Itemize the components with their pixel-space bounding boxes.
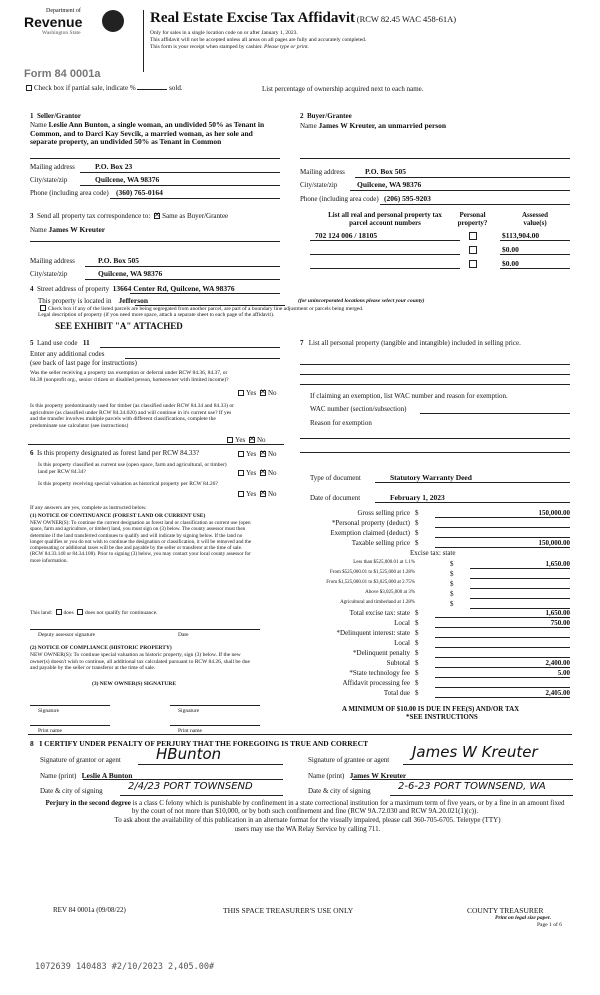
tax-row-tier1: [300, 560, 570, 569]
section3-name: Name James W Kreuter: [30, 225, 106, 234]
tax-row-exemption: [300, 529, 570, 538]
parcels-header-3: Assessed value(s): [521, 211, 549, 227]
header-divider: [143, 10, 144, 72]
tax-label: *Delinquent penalty: [353, 649, 410, 657]
dollar-sign: $: [415, 689, 419, 697]
tax-row-total-excise: [300, 609, 570, 618]
seller-mail-label: Mailing address: [30, 163, 75, 171]
buyer-name: Name James W Kreuter, an unmarried person: [300, 121, 447, 130]
deputy-signature: Deputy assessor signature: [38, 632, 96, 638]
owner-print-label-2: Print name: [178, 728, 202, 734]
grantor-signature-label: Signature of grantor or agent: [40, 756, 121, 764]
section4-located: This property is located in Jefferson: [38, 296, 149, 305]
grantee-date: 2-6-23 PORT TOWNSEND, WA: [398, 781, 546, 792]
buyer-heading: 2 Buyer/Grantee: [300, 112, 352, 120]
tax-amount[interactable]: [435, 519, 570, 528]
grantee-name-row: Name (print) James W Kreuter: [308, 771, 407, 780]
dollar-sign: $: [415, 649, 419, 657]
segregated-check: Check box if any of the listed parcels are being segregated from another parcel, are part of a boundary line adjustment or parcels being merged.: [38, 305, 363, 313]
tax-row-tier4: [300, 590, 570, 599]
q2-yes-checkbox[interactable]: [227, 437, 233, 443]
dor-logo: [24, 8, 124, 48]
grantee-signature: James W Kreuter: [412, 743, 538, 761]
additional-codes: Enter any additional codes: [30, 350, 105, 358]
tax-amount[interactable]: 5.00: [435, 669, 570, 678]
personal-property-checkbox[interactable]: [469, 260, 477, 268]
tax-label: Local: [394, 639, 410, 647]
logo-name: Revenue: [24, 14, 83, 30]
dollar-sign: $: [415, 659, 419, 667]
section4-street: 4 Street address of property 13664 Center Rd, Quilcene, WA 98376: [30, 284, 235, 293]
section6-q3: Is this property receiving special valuation as historical property per RCW 84.26?: [38, 481, 218, 487]
legal-paper: Print on legal size paper.: [495, 915, 552, 921]
tax-row-local: [300, 619, 570, 628]
buyer-phone-label: Phone (including area code): [300, 195, 379, 203]
notice1-title: (1) NOTICE OF CONTINUANCE (FOREST LAND OR CURRENT USE): [30, 513, 206, 519]
grantor-date-label: Date & city of signing: [40, 787, 103, 795]
buyer-city: Quilcene, WA 98376: [357, 180, 422, 189]
wac-number: WAC number (section/subsection): [310, 405, 407, 413]
tax-amount[interactable]: 2,405.00: [435, 689, 570, 698]
does-checkbox[interactable]: [56, 609, 62, 615]
tax-row-gross: [300, 509, 570, 518]
dollar-sign: $: [415, 609, 419, 617]
section3-correspondence: 3 Send all property tax correspondence to: ✕ Same as Buyer/Grantee: [30, 212, 228, 220]
section3-mail: P.O. Box 505: [98, 256, 139, 265]
tax-label: Total excise tax: state: [349, 609, 410, 617]
notice1-body: NEW OWNER(S): To continue the current designation as forest land or classification as current use (open space, farm and agriculture, or timber) land, you must sign on (3) below. The county assessor must then determine if the land transferred continues to qualify and will indicate by signing below. If the land no longer qualifies or you do not wish to continue the designation or classification, it will be removed and the compensating or additional taxes will be due and payable by the seller or transferor at the time of sale. (RCW 84.33.140 or 84.34.108). Prior to signing (3) below, you may contact your local county assessor for more information.: [30, 520, 252, 564]
exemption-reason: Reason for exemption: [310, 419, 372, 427]
owner-signature-label-2: Signature: [178, 708, 200, 714]
dollar-sign: $: [415, 539, 419, 547]
tax-amount[interactable]: [470, 570, 570, 579]
section5-q2: Is this property predominantly used for timber (as classified under RCW 84.34 and 84.33) or agriculture (as classified under RCW 84.34.020) and will continue in it's current use? If yes and the transfer involves multiple parcels with different classifications, complete the predominate use calculator (see instructions): [30, 403, 234, 429]
tax-amount[interactable]: [435, 639, 570, 648]
tax-label: From $1,525,000.01 to $3,025,000 at 2.75%: [326, 580, 415, 585]
tax-row-subtotal: [300, 659, 570, 668]
section5-land-use: 5 Land use code 11: [30, 338, 90, 347]
certify-statement: 8 I CERTIFY UNDER PENALTY OF PERJURY THAT THE FOREGOING IS TRUE AND CORRECT: [30, 739, 369, 748]
partial-sale-checkbox[interactable]: [26, 85, 32, 91]
form-number: Form 84 0001a: [24, 68, 101, 80]
tax-row-delinq-state: [300, 629, 570, 638]
tax-row-affidavit-fee: [300, 679, 570, 688]
county-treasurer: COUNTY TREASURER: [467, 906, 544, 915]
rev-number: REV 84 0001a (09/08/22): [53, 906, 126, 914]
tax-amount[interactable]: 750.00: [435, 619, 570, 628]
tax-amount[interactable]: 1,650.00: [435, 609, 570, 618]
segregated-checkbox[interactable]: [40, 305, 46, 311]
seller-name: Name Leslie Ann Bunton, a single woman, an undivided 50% as Tenant in Common, and to Darci Kay Sevcik, a married woman, as her sole and separate property, an undivided 50% as Tenant in Common: [30, 120, 265, 146]
dollar-sign: $: [415, 639, 419, 647]
notice2-title: (2) NOTICE OF COMPLIANCE (HISTORIC PROPERTY): [30, 645, 172, 651]
exemption-claim: If claiming an exemption, list WAC number and reason for exemption.: [310, 392, 508, 400]
tax-amount[interactable]: [435, 529, 570, 538]
section3-city: Quilcene, WA 98376: [98, 269, 163, 278]
tax-label: Total due: [383, 689, 410, 697]
dollar-sign: $: [415, 509, 419, 517]
grantor-date: 2/4/23 PORT TOWNSEND: [128, 781, 253, 792]
list-percentage-note: List percentage of ownership acquired next to each name.: [262, 85, 424, 93]
personal-property-checkbox[interactable]: [469, 246, 477, 254]
tax-label: Affidavit processing fee: [342, 679, 410, 687]
tax-label: From $525,000.01 to $1,525,000 at 1.28%: [330, 570, 415, 575]
notice2-body: NEW OWNER(S): To continue special valuation as historic property, sign (3) below. If the new owner(s) doesn't wish to continue, all additional tax calculated pursuant to RCW 84.26, shall be due and payable by the seller or transferor at the time of sale.: [30, 652, 250, 672]
tax-row-total-due: [300, 689, 570, 698]
seller-mail: P.O. Box 23: [95, 162, 133, 171]
tax-amount[interactable]: [470, 590, 570, 599]
seller-phone-label: Phone (including area code): [30, 189, 109, 197]
seller-phone: (360) 765-0164: [116, 188, 163, 197]
dollar-sign: $: [415, 519, 419, 527]
header-note-2: This affidavit will not be accepted unless all areas on all pages are fully and accurately completed.: [150, 37, 367, 43]
parcels-header-2: Personal property?: [457, 211, 488, 227]
tax-label: *Personal property (deduct): [331, 519, 410, 527]
s6q3-yes-no: Yes ✕ No: [236, 490, 277, 498]
q1-yes-no: Yes ✕ No: [236, 389, 277, 397]
minimum-due: A MINIMUM OF $10.00 IS DUE IN FEE(S) AND/OR TAX: [342, 705, 520, 713]
alternate-format: To ask about the availability of this publication in an alternate format for the visually impaired, please call 360-705-6705. Teletype (TTY) users may use the WA Relay Service by calling 711.: [114, 816, 501, 833]
q1-yes-checkbox[interactable]: [238, 390, 244, 396]
dollar-sign: $: [415, 679, 419, 687]
logo-mark-icon: [102, 10, 124, 32]
deputy-date: Date: [178, 632, 189, 638]
tax-amount[interactable]: [435, 649, 570, 658]
doc-type: Statutory Warranty Deed: [390, 473, 472, 482]
grantor-signature: HBunton: [156, 745, 222, 763]
tax-label: Exemption claimed (deduct): [330, 529, 410, 537]
form-title: Real Estate Excise Tax Affidavit (RCW 82.45 WAC 458-61A): [150, 10, 457, 26]
treasurer-use: THIS SPACE TREASURER'S USE ONLY: [223, 906, 354, 915]
dollar-sign: $: [415, 619, 419, 627]
q2-no-checkbox[interactable]: [249, 437, 255, 443]
section3-city-label: City/state/zip: [30, 270, 68, 278]
legal-description-label: Legal description of property (if you need more space, attach a separate sheet to each page of the affidavit).: [38, 312, 275, 318]
section6-q1: 6 Is this property designated as forest land per RCW 84.33?: [30, 449, 200, 457]
grantee-signature-label: Signature of grantee or agent: [308, 756, 390, 764]
tax-label: Agricultural and timberland at 1.28%: [340, 600, 415, 605]
parcel-row: $0.00: [310, 245, 570, 256]
header-note-1: Only for sales in a single location code on or after January 1, 2023.: [150, 30, 298, 36]
s6q3-yes-checkbox[interactable]: [238, 491, 244, 497]
doc-date: February 1, 2023: [390, 493, 445, 502]
s6q3-no-checkbox[interactable]: [260, 491, 266, 497]
grantor-name-row: Name (print) Leslie A Bunton: [40, 771, 133, 780]
doc-date-label: Date of document: [310, 494, 361, 502]
seller-city: Quilcene, WA 98376: [95, 175, 160, 184]
land-qualify: This land: does does not qualify for continuance.: [30, 610, 158, 616]
logo-dept: Department of: [46, 8, 81, 14]
notice3-title: (3) NEW OWNER(S) SIGNATURE: [92, 681, 176, 687]
parcel-row: $0.00: [310, 259, 570, 270]
tax-row-taxable: [300, 539, 570, 548]
tax-amount[interactable]: 1,650.00: [470, 560, 570, 569]
tax-label: *State technology fee: [349, 669, 410, 677]
tax-amount[interactable]: [470, 600, 570, 609]
tax-label: Less than $525,000.01 at 1.1%: [353, 560, 415, 565]
tax-label: Gross selling price: [357, 509, 410, 517]
owner-signature-label: Signature: [38, 708, 60, 714]
excise-tax-state-label: Excise tax: state: [410, 549, 456, 557]
tax-amount[interactable]: [435, 679, 570, 688]
seller-heading: 1 Seller/Grantor: [30, 112, 81, 120]
perjury-notice: Perjury in the second degree is a class C felony which is punishable by confinement in a state correctional institution for a maximum term of five years, or by a fine in an amount fixed by the court of not more than $10,000, or by both such confinement and fine (RCW 9A.72.030 and RCW 9A.20.021(1)(c)).: [45, 799, 565, 816]
dollar-sign: $: [450, 590, 454, 598]
partial-sale-row: Check box if partial sale, indicate % sold.: [24, 84, 183, 92]
owner-print-label: Print name: [38, 728, 62, 734]
tax-label: *Delinquent interest: state: [336, 629, 410, 637]
see-back: (see back of last page for instructions): [30, 359, 137, 367]
tax-row-delinq-local: [300, 639, 570, 648]
section6-q2: Is this property classified as current use (open space, farm and agricultural, or timber) land per RCW 84.34?: [38, 462, 227, 475]
unincorporated-note: (for unincorporated locations please select your county): [298, 298, 425, 304]
dollar-sign: $: [415, 629, 419, 637]
tax-row-tier2: [300, 570, 570, 579]
tax-amount[interactable]: 150,000.00: [435, 509, 570, 518]
seller-city-label: City/state/zip: [30, 176, 68, 184]
tax-label: Local: [394, 619, 410, 627]
dollar-sign: $: [415, 669, 419, 677]
s6q1-yes-no: Yes ✕ No: [236, 450, 277, 458]
buyer-mail-label: Mailing address: [300, 168, 345, 176]
tax-label: Above $3,025,000 at 3%: [365, 590, 415, 595]
if-yes-note: If any answers are yes, complete as instructed below.: [30, 505, 147, 511]
s6q2-no-checkbox[interactable]: [260, 470, 266, 476]
tax-row-personal: [300, 519, 570, 528]
doc-type-label: Type of document: [310, 474, 361, 482]
dollar-sign: $: [450, 570, 454, 578]
does-not-checkbox[interactable]: [77, 609, 83, 615]
logo-state: Washington State: [42, 30, 81, 36]
section5-q1: Was the seller receiving a property tax exemption or deferral under RCW 84.36, 84.37, or 84.38 (nonprofit org., senior citizen or disabled person, homeowner with limited income)?: [30, 370, 229, 383]
same-as-buyer-checkbox[interactable]: [154, 213, 160, 219]
cashier-stamp: 1072639 140483 #2/10/2023 2,405.00#: [35, 962, 215, 972]
q2-yes-no: Yes ✕ No: [225, 436, 266, 444]
dollar-sign: $: [450, 560, 454, 568]
dollar-sign: $: [450, 580, 454, 588]
section3-mail-label: Mailing address: [30, 257, 75, 265]
buyer-phone: (206) 595-9203: [384, 194, 431, 203]
tax-row-delinq-penalty: [300, 649, 570, 658]
tax-row-tier3: [300, 580, 570, 589]
s6q2-yes-no: Yes ✕ No: [236, 469, 277, 477]
s6q1-yes-checkbox[interactable]: [238, 451, 244, 457]
dollar-sign: $: [415, 529, 419, 537]
parcel-row: 702 124 006 / 18105 $113,904.00: [310, 231, 570, 242]
grantee-date-label: Date & city of signing: [308, 787, 371, 795]
section7-text: 7 List all personal property (tangible and intangible) included in selling price.: [300, 339, 521, 347]
tax-amount[interactable]: [435, 629, 570, 638]
tax-row-tech-fee: [300, 669, 570, 678]
q1-no-checkbox[interactable]: [260, 390, 266, 396]
tax-row-tier5: [300, 600, 570, 609]
dollar-sign: $: [450, 600, 454, 608]
buyer-mail: P.O. Box 505: [365, 167, 406, 176]
tax-label: Subtotal: [386, 659, 410, 667]
tax-label: Taxable selling price: [351, 539, 410, 547]
personal-property-checkbox[interactable]: [469, 232, 477, 240]
tax-amount[interactable]: 2,400.00: [435, 659, 570, 668]
exhibit-a: SEE EXHIBIT "A" ATTACHED: [55, 321, 183, 331]
parcels-header-1: List all real and personal property tax parcel account numbers: [328, 211, 442, 227]
s6q2-yes-checkbox[interactable]: [238, 470, 244, 476]
header-note-3: This form is your receipt when stamped by cashier. Please type or print.: [150, 44, 309, 50]
s6q1-no-checkbox[interactable]: [260, 451, 266, 457]
tax-amount[interactable]: 150,000.00: [435, 539, 570, 548]
page-number: Page 1 of 6: [537, 922, 562, 928]
see-instructions: *SEE INSTRUCTIONS: [406, 713, 478, 721]
buyer-city-label: City/state/zip: [300, 181, 338, 189]
tax-amount[interactable]: [470, 580, 570, 589]
